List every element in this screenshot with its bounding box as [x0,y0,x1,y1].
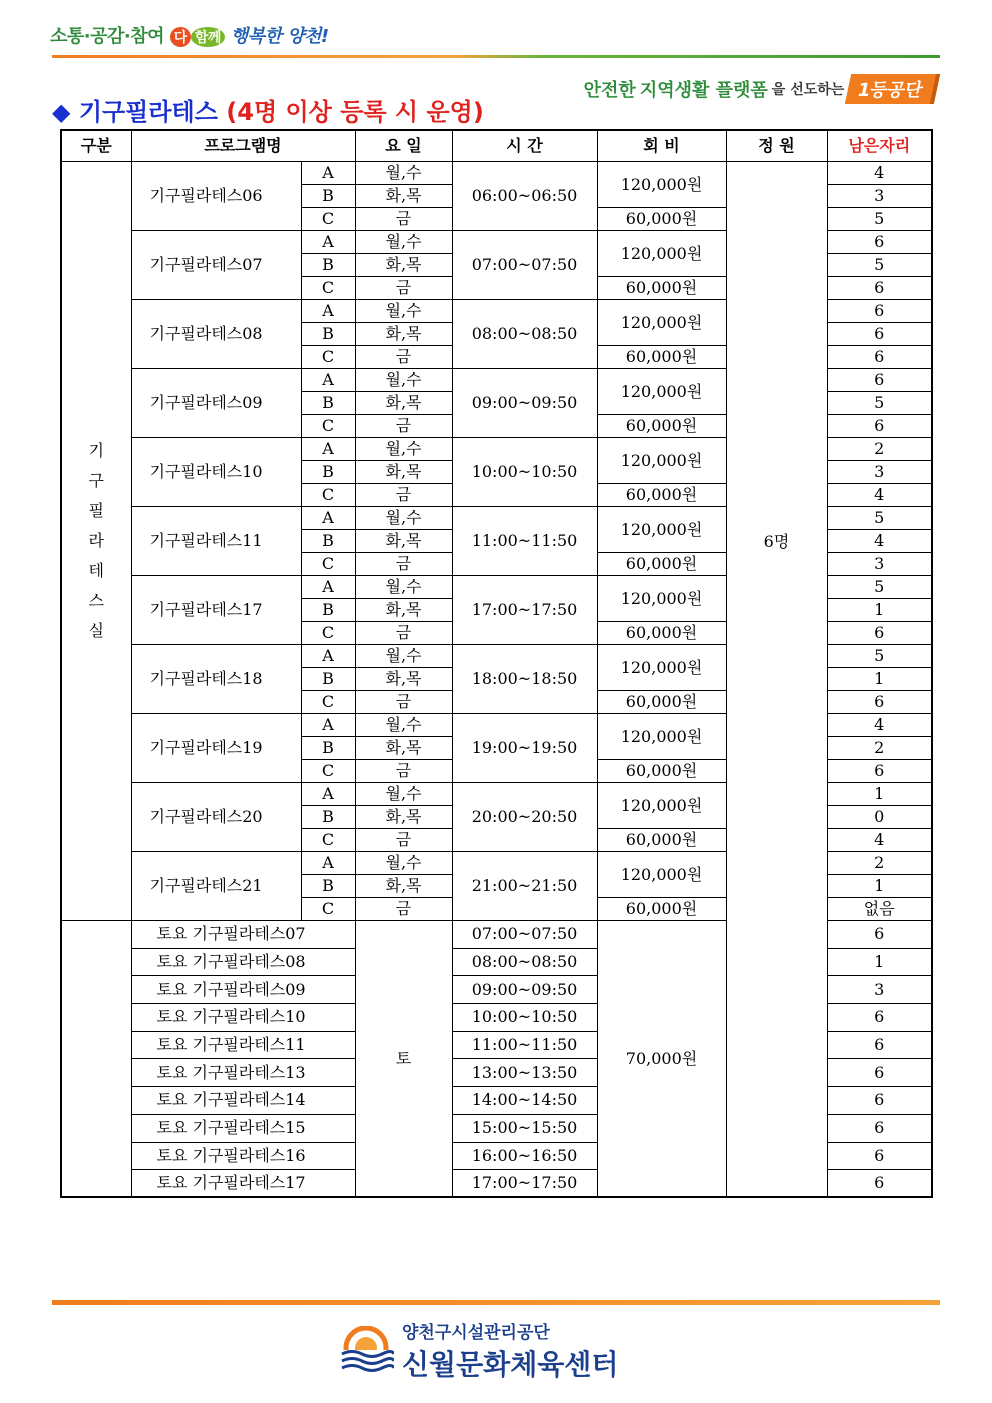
class-letter: B [301,806,355,829]
class-days: 화,목 [355,875,452,898]
remaining-seats: 6 [827,231,932,254]
class-letter: B [301,599,355,622]
category-char: 구 [88,471,104,490]
class-letter: C [301,760,355,783]
bottom-divider [52,1300,940,1305]
remaining-seats: 1 [827,875,932,898]
category-char: 기 [88,441,104,460]
title-note: (4명 이상 등록 시 운영) [226,98,484,126]
class-letter: C [301,484,355,507]
class-days: 월,수 [355,507,452,530]
remaining-seats: 3 [827,185,932,208]
category-cell [61,162,131,921]
class-days: 금 [355,208,452,231]
program-name: 토요 기구필라테스09 [131,976,355,1004]
slogan-text-b: 행복한 양천! [230,26,329,47]
class-days: 월,수 [355,852,452,875]
remaining-seats: 6 [827,1087,932,1115]
program-name: 기구필라테스19 [131,714,301,783]
remaining-seats: 1 [827,783,932,806]
class-letter: A [301,231,355,254]
remaining-seats: 6 [827,415,932,438]
class-letter: A [301,645,355,668]
program-name: 기구필라테스07 [131,231,301,300]
fee-c: 60,000원 [597,415,726,438]
table-header-row [61,130,932,162]
class-letter: B [301,530,355,553]
remaining-seats: 6 [827,691,932,714]
remaining-seats: 2 [827,737,932,760]
class-time: 11:00~11:50 [452,507,597,576]
slogan-circle-1: 다 [170,27,191,47]
program-name: 토요 기구필라테스08 [131,948,355,976]
class-letter: A [301,162,355,185]
program-name: 토요 기구필라테스07 [131,921,355,949]
remaining-seats: 4 [827,714,932,737]
class-time: 07:00~07:50 [452,231,597,300]
remaining-seats: 0 [827,806,932,829]
remaining-seats: 5 [827,507,932,530]
class-days: 화,목 [355,254,452,277]
class-letter: B [301,668,355,691]
fee-ab: 120,000원 [597,231,726,277]
class-letter: B [301,461,355,484]
program-name: 토요 기구필라테스15 [131,1114,355,1142]
category-char: 필 [88,501,104,520]
banner-badge: 1등공단 [845,74,940,104]
class-time: 18:00~18:50 [452,645,597,714]
class-time: 10:00~10:50 [452,438,597,507]
class-days: 금 [355,691,452,714]
program-name: 토요 기구필라테스17 [131,1170,355,1198]
footer-center: 신월문화체육센터 [402,1348,619,1381]
remaining-seats: 4 [827,829,932,852]
remaining-seats: 6 [827,1059,932,1087]
class-days: 금 [355,553,452,576]
remaining-seats: 4 [827,530,932,553]
program-name: 토요 기구필라테스11 [131,1031,355,1059]
program-name: 기구필라테스10 [131,438,301,507]
class-days: 화,목 [355,599,452,622]
class-days: 월,수 [355,300,452,323]
category-char: 스 [88,591,104,610]
fee-c: 60,000원 [597,898,726,921]
program-name: 토요 기구필라테스13 [131,1059,355,1087]
class-letter: B [301,254,355,277]
remaining-seats: 1 [827,599,932,622]
footer-logo [338,1318,618,1383]
class-time: 11:00~11:50 [452,1031,597,1059]
program-name: 토요 기구필라테스10 [131,1004,355,1032]
class-time: 07:00~07:50 [452,921,597,949]
remaining-seats: 6 [827,1031,932,1059]
table-row [61,162,932,185]
header-category: 구분 [61,130,131,162]
class-letter: B [301,185,355,208]
class-time: 16:00~16:50 [452,1142,597,1170]
class-letter: C [301,415,355,438]
class-time: 19:00~19:50 [452,714,597,783]
remaining-seats: 4 [827,484,932,507]
fee-c: 60,000원 [597,277,726,300]
class-days: 월,수 [355,645,452,668]
fee-c: 60,000원 [597,208,726,231]
class-days: 화,목 [355,806,452,829]
class-days: 화,목 [355,668,452,691]
class-letter: C [301,208,355,231]
title-text: ◆ 기구필라테스 [52,98,218,126]
fee-ab: 120,000원 [597,369,726,415]
remaining-seats: 6 [827,1142,932,1170]
class-days: 금 [355,277,452,300]
category-cell-sat [61,921,131,1198]
remaining-seats: 5 [827,576,932,599]
fee-ab: 120,000원 [597,852,726,898]
class-time: 09:00~09:50 [452,976,597,1004]
program-name: 기구필라테스06 [131,162,301,231]
fee-c: 60,000원 [597,484,726,507]
footer-org: 양천구시설관리공단 [402,1323,550,1343]
remaining-seats: 3 [827,976,932,1004]
remaining-seats: 3 [827,461,932,484]
fee-ab: 120,000원 [597,300,726,346]
header-program: 프로그램명 [131,130,355,162]
class-letter: B [301,737,355,760]
class-letter: A [301,300,355,323]
fee-c: 60,000원 [597,553,726,576]
class-letter: C [301,829,355,852]
remaining-seats: 1 [827,948,932,976]
fee-c: 60,000원 [597,760,726,783]
class-time: 09:00~09:50 [452,369,597,438]
program-name: 토요 기구필라테스16 [131,1142,355,1170]
program-name: 토요 기구필라테스14 [131,1087,355,1115]
category-char: 라 [88,531,104,550]
remaining-seats: 6 [827,921,932,949]
class-letter: C [301,691,355,714]
category-char: 테 [88,561,104,580]
class-letter: A [301,783,355,806]
sunrise-wave-logo-icon [338,1326,394,1376]
fee-sat: 70,000원 [597,921,726,1198]
fee-c: 60,000원 [597,691,726,714]
fee-ab: 120,000원 [597,507,726,553]
class-time: 15:00~15:50 [452,1114,597,1142]
class-days: 금 [355,898,452,921]
class-time: 17:00~17:50 [452,1170,597,1198]
class-days: 화,목 [355,392,452,415]
class-letter: A [301,507,355,530]
remaining-seats: 4 [827,162,932,185]
category-char: 실 [88,621,104,640]
class-days: 월,수 [355,714,452,737]
header-capacity: 정 원 [726,130,827,162]
class-letter: C [301,346,355,369]
class-days: 화,목 [355,185,452,208]
class-time: 17:00~17:50 [452,576,597,645]
fee-c: 60,000원 [597,346,726,369]
remaining-seats: 3 [827,553,932,576]
class-letter: C [301,622,355,645]
program-name: 기구필라테스11 [131,507,301,576]
slogan [50,22,329,48]
class-days: 금 [355,484,452,507]
program-name: 기구필라테스08 [131,300,301,369]
class-time: 08:00~08:50 [452,948,597,976]
class-time: 14:00~14:50 [452,1087,597,1115]
program-name: 기구필라테스18 [131,645,301,714]
class-time: 13:00~13:50 [452,1059,597,1087]
fee-ab: 120,000원 [597,162,726,208]
page-title [52,92,484,127]
banner-text-b: 지역생활 플랫폼 [639,80,768,101]
remaining-seats: 6 [827,1170,932,1198]
class-days: 금 [355,622,452,645]
remaining-seats: 6 [827,1004,932,1032]
header-remaining: 남은자리 [827,130,932,162]
class-letter: A [301,369,355,392]
program-name: 기구필라테스17 [131,576,301,645]
class-letter: B [301,392,355,415]
slogan-circle-2: 함께 [191,27,225,47]
remaining-seats: 6 [827,323,932,346]
class-letter: A [301,576,355,599]
banner-text-a: 안전한 [583,80,636,101]
remaining-seats: 2 [827,852,932,875]
remaining-seats: 2 [827,438,932,461]
class-days: 월,수 [355,231,452,254]
fee-ab: 120,000원 [597,714,726,760]
header-fee: 회 비 [597,130,726,162]
class-letter: C [301,553,355,576]
fee-c: 60,000원 [597,622,726,645]
class-letter: C [301,898,355,921]
class-days: 월,수 [355,576,452,599]
sat-day: 토 [355,921,452,1198]
class-time: 06:00~06:50 [452,162,597,231]
top-divider [52,55,940,58]
class-time: 08:00~08:50 [452,300,597,369]
class-days: 화,목 [355,323,452,346]
class-letter: B [301,875,355,898]
header-day: 요 일 [355,130,452,162]
remaining-seats: 6 [827,300,932,323]
class-letter: C [301,277,355,300]
class-days: 금 [355,346,452,369]
class-letter: B [301,323,355,346]
class-time: 20:00~20:50 [452,783,597,852]
program-name: 기구필라테스21 [131,852,301,921]
class-time: 21:00~21:50 [452,852,597,921]
remaining-seats: 6 [827,760,932,783]
class-letter: A [301,438,355,461]
remaining-seats: 6 [827,277,932,300]
class-days: 월,수 [355,162,452,185]
class-days: 월,수 [355,369,452,392]
fee-c: 60,000원 [597,829,726,852]
program-name: 기구필라테스20 [131,783,301,852]
class-days: 금 [355,415,452,438]
class-days: 화,목 [355,737,452,760]
banner-text-c: 을 선도하는 [771,82,845,98]
remaining-seats: 6 [827,369,932,392]
remaining-seats: 6 [827,622,932,645]
class-days: 월,수 [355,783,452,806]
fee-ab: 120,000원 [597,783,726,829]
remaining-seats: 5 [827,392,932,415]
remaining-seats: 없음 [827,898,932,921]
remaining-seats: 5 [827,645,932,668]
table-body [61,162,932,1198]
fee-ab: 120,000원 [597,645,726,691]
class-days: 금 [355,760,452,783]
remaining-seats: 5 [827,208,932,231]
fee-ab: 120,000원 [597,576,726,622]
remaining-seats: 5 [827,254,932,277]
class-days: 금 [355,829,452,852]
program-name: 기구필라테스09 [131,369,301,438]
remaining-seats: 6 [827,346,932,369]
class-days: 화,목 [355,530,452,553]
remaining-seats: 6 [827,1114,932,1142]
class-time: 10:00~10:50 [452,1004,597,1032]
capacity-cell: 6명 [726,162,827,1198]
class-letter: A [301,852,355,875]
class-days: 화,목 [355,461,452,484]
class-letter: A [301,714,355,737]
schedule-table [60,129,933,1198]
header-time: 시 간 [452,130,597,162]
class-days: 월,수 [355,438,452,461]
fee-ab: 120,000원 [597,438,726,484]
banner [584,74,937,104]
remaining-seats: 1 [827,668,932,691]
slogan-text-a: 소통·공감·참여 [50,26,165,47]
